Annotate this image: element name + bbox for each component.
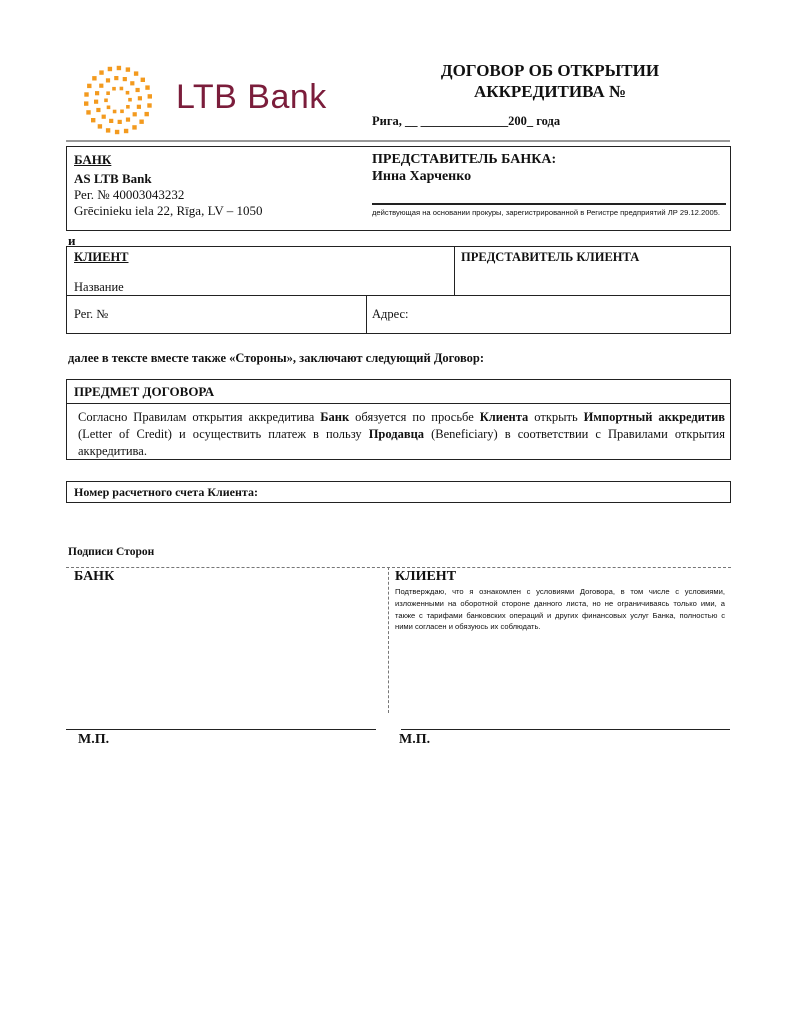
logo-dot [117,66,121,70]
subject-client: Клиента [479,410,529,424]
subject-text-4: (Letter of Credit) и осуществить платеж в пользу [78,427,369,441]
logo-dot [106,91,110,95]
logo-dot [115,130,119,134]
client-rep-heading: ПРЕДСТАВИТЕЛЬ КЛИЕНТА [461,250,640,264]
client-reg-label: Рег. № [74,307,109,321]
bank-rep-signature-line [372,203,726,205]
logo-dot [112,87,116,91]
title-line-1: ДОГОВОР ОБ ОТКРЫТИИ [440,61,660,80]
logo-dot [96,108,100,112]
client-heading: КЛИЕНТ [74,250,129,264]
logo-dot [124,129,128,133]
conjunction-and: и [68,233,76,248]
logo-dot [94,100,98,104]
subject-divider [66,403,731,404]
logo-dot [95,91,99,95]
logo-dot [126,67,130,71]
logo-dot [84,101,88,105]
logo-dot [138,96,142,100]
logo-dot [106,78,110,82]
logo-dot [106,128,110,132]
header-divider [66,140,730,142]
bank-rep-note: действующая на основании прокуры, зарегистрированной в Регистре предприятий ЛР 29.12.2005. [372,208,721,217]
logo-dot [132,125,136,129]
subject-seller: Продавца [368,427,425,441]
subject-text-5: (Beneficiary) в соответствии с Правилами открытия аккредитива. [78,427,725,458]
ltb-logo-icon [76,58,160,142]
account-label: Номер расчетного счета Клиента: [74,485,258,499]
logo-dot [139,120,143,124]
client-row-divider [66,295,731,296]
bank-reg: Рег. № 40003043232 [74,187,185,202]
client-signature-line[interactable] [401,729,730,730]
logo-dot [126,91,130,95]
logo-dot [84,92,88,96]
logo-dot [92,76,96,80]
subject-heading: ПРЕДМЕТ ДОГОВОРА [74,384,215,399]
signature-client-label: КЛИЕНТ [395,569,457,584]
logo-dot [120,87,124,91]
bank-address: Grēcinieku iela 22, Rīga, LV – 1050 [74,203,263,218]
logo-dot [107,106,111,110]
logo-dot [91,118,95,122]
bank-stamp-label: М.П. [78,732,110,747]
logo-dot [128,98,132,102]
logo-dot [126,118,130,122]
logo-dot [104,99,108,103]
place-date: Рига, __ ______________200_ года [372,114,561,128]
logo-dot [102,115,106,119]
logo-dot [133,112,137,116]
client-statement: Подтверждаю, что я ознакомлен с условиями Договора, в том числе с условиями, изложенными на оборотной стороне данного листа, но не ограничиваясь только ими, а также с тарифами банковских операций и других финансовых услуг Банка, полностью с ними согласен и обязуюсь их соблюдать. [395,587,725,632]
bank-name: AS LTB Bank [74,171,152,186]
subject-bank: Банк [320,410,350,424]
logo-dot [134,71,138,75]
client-address-label: Адрес: [372,307,409,321]
brand-name: LTB Bank [176,78,327,116]
bank-signature-line[interactable] [66,729,376,730]
subject-text-1: Согласно Правилам открытия аккредитива [78,410,321,424]
bank-heading: БАНК [74,152,112,167]
logo-dot [108,67,112,71]
logo-dot [130,81,134,85]
logo-dot [114,76,118,80]
logo-dot [86,110,90,114]
logo-dot [147,103,151,107]
signature-bank-label: БАНК [74,569,115,584]
logo-dot [98,124,102,128]
logo-dot [141,78,145,82]
logo-dot [148,94,152,98]
logo-dot [99,70,103,74]
logo-dot [126,105,130,109]
signatures-heading: Подписи Сторон [68,546,155,558]
title-line-2: АККРЕДИТИВА № [473,82,626,101]
parties-text: далее в тексте вместе также «Стороны», заключают следующий Договор: [68,351,485,365]
logo-dot [123,77,127,81]
logo-dot [136,88,140,92]
subject-text-3: открыть [528,410,584,424]
logo-dot [145,112,149,116]
client-divider-top [454,246,455,296]
logo-dot [118,120,122,124]
document-title [420,60,680,102]
subject-text-2: обязуется по просьбе [349,410,480,424]
logo-dot [87,84,91,88]
logo-dot [145,85,149,89]
subject-text [78,409,725,460]
logo-dot [137,105,141,109]
logo-dot [120,110,124,114]
subject-import-lc: Импортный аккредитив [583,410,726,424]
signatures-divider [388,567,389,713]
client-name-label: Название [74,280,124,294]
bank-rep-name: Инна Харченко [372,169,472,184]
logo-dot [113,110,117,114]
bank-rep-heading: ПРЕДСТАВИТЕЛЬ БАНКА: [372,152,557,167]
signatures-top-line [66,567,731,568]
logo-dot [99,84,103,88]
logo-dot [109,119,113,123]
client-divider-bottom [366,295,367,334]
client-stamp-label: М.П. [399,732,431,747]
